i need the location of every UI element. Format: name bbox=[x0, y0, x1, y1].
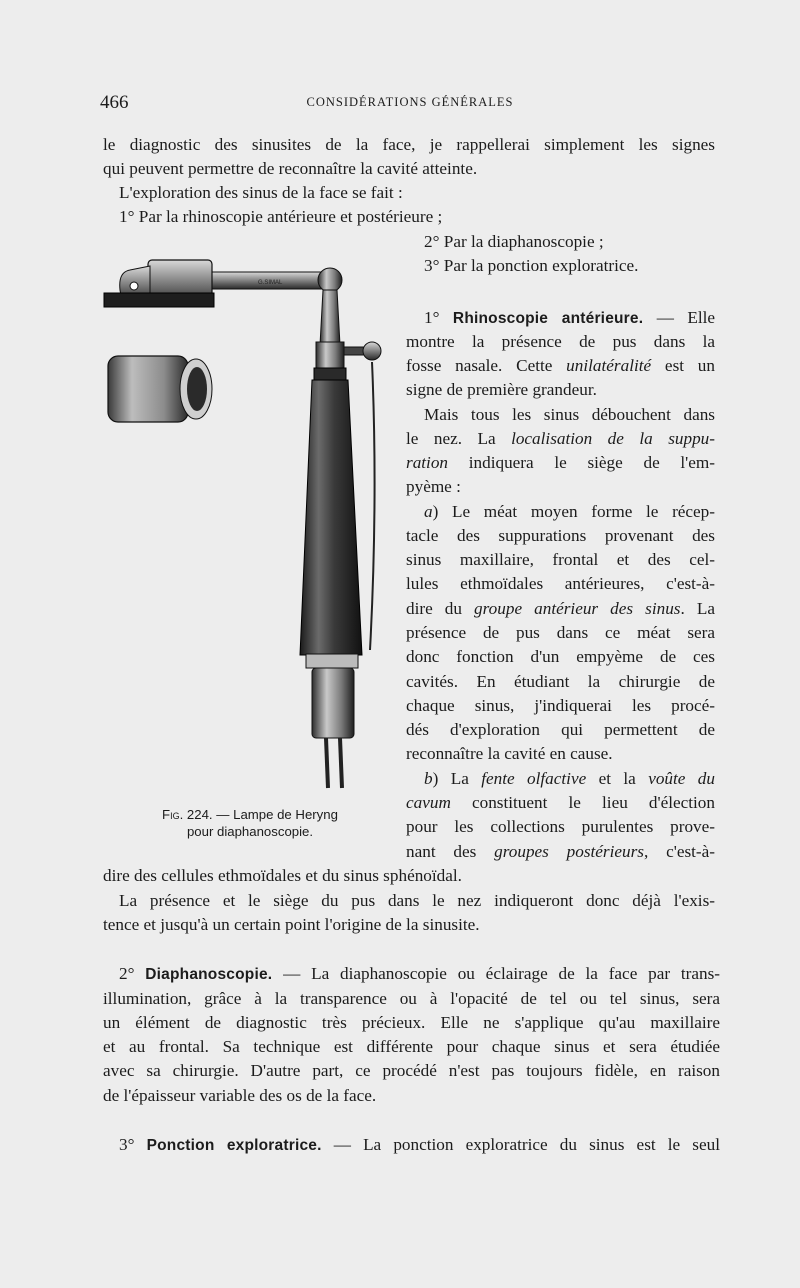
text-line: illumination, grâce à la transparence ou à l'opacité de tel ou tel sinus, sera bbox=[103, 989, 720, 1008]
text-line: présence de pus dans ce méat sera bbox=[406, 623, 715, 642]
text-line: avec sa chirurgie. D'autre part, ce procédé n'est pas toujours fidèle, en raison bbox=[103, 1061, 720, 1080]
text-line: ration indiquera le siège de l'em- bbox=[406, 453, 715, 472]
text-line: tacle des suppurations provenant des bbox=[406, 526, 715, 545]
text-line: le diagnostic des sinusites de la face, je rappellerai simplement les signes bbox=[103, 135, 715, 154]
lamp-base-plate bbox=[104, 293, 214, 307]
handle-ferrule bbox=[306, 654, 358, 668]
figure-heryng-lamp bbox=[100, 250, 400, 810]
text-line: 1° Par la rhinoscopie antérieure et postérieure ; bbox=[119, 207, 443, 226]
caption-line-2: pour diaphanoscopie. bbox=[186, 824, 314, 839]
text-line: qui peuvent permettre de reconnaître la cavité atteinte. bbox=[103, 159, 478, 178]
caption-line-1: Fig. 224. — Lampe de Heryng bbox=[162, 807, 338, 822]
handle-ring bbox=[314, 368, 346, 380]
text-line: chaque sinus, j'indiquerai les procé- bbox=[406, 696, 715, 715]
section-title: Ponction exploratrice. bbox=[146, 1137, 322, 1154]
ball-joint bbox=[318, 268, 342, 292]
text-line: 3° Par la ponction exploratrice. bbox=[424, 256, 639, 275]
text-line: pour les collections purulentes prove- bbox=[406, 817, 715, 836]
text-line: L'exploration des sinus de la face se fait : bbox=[119, 183, 403, 202]
figure-caption bbox=[130, 806, 370, 840]
section-heading-diaphanoscopie: 2° Diaphanoscopie. — La diaphanoscopie ou éclairage de la face par trans- bbox=[119, 964, 720, 983]
cord-left bbox=[326, 738, 328, 788]
text-line: donc fonction d'un empyème de ces bbox=[406, 647, 715, 666]
lamp-lens bbox=[130, 282, 138, 290]
lamp-cap bbox=[108, 356, 188, 422]
text-line: dire des cellules ethmoïdales et du sinus sphénoïdal. bbox=[103, 866, 462, 885]
cap-inner bbox=[187, 367, 207, 411]
wire bbox=[370, 362, 375, 650]
text-line: dire du groupe antérieur des sinus. La bbox=[406, 599, 715, 618]
text-line: pyème : bbox=[406, 477, 461, 496]
page-header bbox=[100, 92, 720, 116]
handle-body bbox=[300, 380, 362, 655]
text-line: fosse nasale. Cette unilatéralité est un bbox=[406, 356, 715, 375]
text-line: le nez. La localisation de la suppu- bbox=[406, 429, 715, 448]
text-line: a) Le méat moyen forme le récep- bbox=[424, 502, 715, 521]
text-line: et au frontal. Sa technique est différente pour chaque sinus et sera étudiée bbox=[103, 1037, 720, 1056]
text-line: Mais tous les sinus débouchent dans bbox=[424, 405, 715, 424]
cord-right bbox=[340, 738, 342, 788]
lamp-illustration bbox=[100, 250, 400, 810]
text-line: un élément de diagnostic très précieux. Elle ne s'applique qu'au maxillaire bbox=[103, 1013, 720, 1032]
text-line: La présence et le siège du pus dans le nez indiqueront donc déjà l'exis- bbox=[119, 891, 715, 910]
text-line: de l'épaisseur variable des os de la face. bbox=[103, 1086, 377, 1105]
running-head: CONSIDÉRATIONS GÉNÉRALES bbox=[306, 95, 514, 109]
text-line: cavum constituent le lieu d'élection bbox=[406, 793, 715, 812]
section-title: Diaphanoscopie. bbox=[145, 966, 273, 983]
text-line: signe de première grandeur. bbox=[406, 380, 597, 399]
engraved-label: G.SIMAL bbox=[258, 280, 283, 286]
section-title: Rhinoscopie antérieure. bbox=[452, 310, 644, 327]
text-line: montre la présence de pus dans la bbox=[406, 332, 715, 351]
text-line: 2° Par la diaphanoscopie ; bbox=[424, 232, 604, 251]
text-line: sinus maxillaire, frontal et des cel- bbox=[406, 550, 715, 569]
section-heading-ponction: 3° Ponction exploratrice. — La ponction exploratrice du sinus est le seul bbox=[119, 1135, 720, 1154]
text-line: dés d'exploration qui permettent de bbox=[406, 720, 715, 739]
text-line: cavités. En étudiant la chirurgie de bbox=[406, 672, 715, 691]
page-number: 466 bbox=[100, 92, 129, 113]
text-line: b) La fente olfactive et la voûte du bbox=[424, 769, 715, 788]
text-line: lules ethmoïdales antérieures, c'est-à- bbox=[406, 574, 715, 593]
stem-collar bbox=[316, 342, 344, 370]
section-heading-rhinoscopie: 1° Rhinoscopie antérieure. — Elle bbox=[424, 308, 716, 327]
handle-connector bbox=[312, 668, 354, 738]
text-line: nant des groupes postérieurs, c'est-à- bbox=[406, 842, 715, 861]
text-line: reconnaître la cavité en cause. bbox=[406, 744, 613, 763]
text-line: tence et jusqu'à un certain point l'origine de la sinusite. bbox=[103, 915, 480, 934]
switch-knob bbox=[363, 342, 381, 360]
lamp-stem bbox=[320, 290, 340, 345]
